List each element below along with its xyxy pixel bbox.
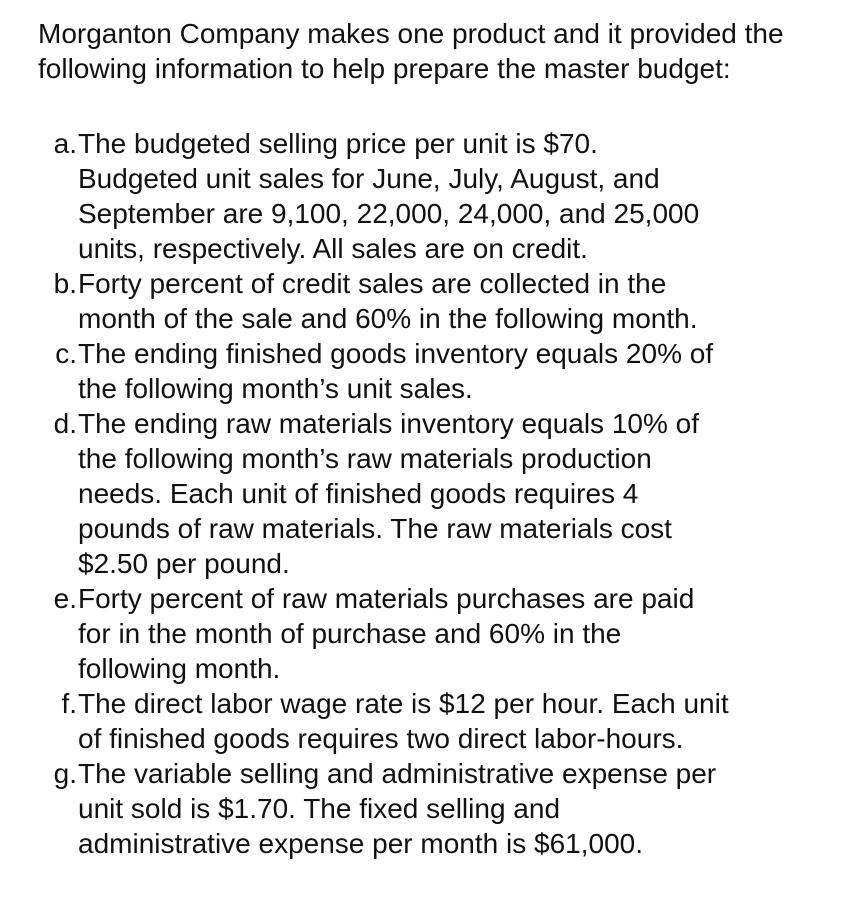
item-text xyxy=(78,126,813,266)
item-line: Budgeted unit sales for June, July, August, and xyxy=(78,163,660,194)
intro-paragraph: Morganton Company makes one product and it provided the following information to help prepare the master budget: xyxy=(38,18,784,84)
item-line: unit sold is $1.70. The fixed selling and xyxy=(78,793,561,824)
list-item-d xyxy=(38,406,838,581)
item-line: the following month’s raw materials production xyxy=(78,443,652,474)
item-letter: c. xyxy=(55,338,77,369)
item-text xyxy=(78,581,813,686)
item-line: following month. xyxy=(78,653,281,684)
list-item-f xyxy=(38,686,838,756)
item-text xyxy=(78,336,813,406)
document xyxy=(38,16,838,861)
item-letter: g. xyxy=(53,758,77,789)
item-line: $2.50 per pound. xyxy=(78,548,290,579)
item-line: pounds of raw materials. The raw materials cost xyxy=(78,513,672,544)
item-line: needs. Each unit of finished goods requires 4 xyxy=(78,478,639,509)
item-line: Forty percent of raw materials purchases are paid xyxy=(78,583,695,614)
list-item-b xyxy=(38,266,838,336)
item-text xyxy=(78,406,813,581)
item-line: The budgeted selling price per unit is $70. xyxy=(78,128,598,159)
item-line: administrative expense per month is $61,000. xyxy=(78,828,643,859)
item-line: The direct labor wage rate is $12 per hour. Each unit xyxy=(78,688,729,719)
list-item-a xyxy=(38,126,838,266)
item-line: the following month’s unit sales. xyxy=(78,373,473,404)
item-text xyxy=(78,756,813,861)
item-letter: e. xyxy=(53,583,77,614)
item-letter: f. xyxy=(61,688,77,719)
item-line: for in the month of purchase and 60% in the xyxy=(78,618,622,649)
item-line: The ending raw materials inventory equals 10% of xyxy=(78,408,700,439)
item-letter: b. xyxy=(53,268,77,299)
assumption-list xyxy=(38,126,838,861)
item-line: The variable selling and administrative expense per xyxy=(78,758,717,789)
item-letter: d. xyxy=(53,408,77,439)
item-line: Forty percent of credit sales are collected in the xyxy=(78,268,667,299)
list-item-c xyxy=(38,336,838,406)
item-text xyxy=(78,686,813,756)
item-line: units, respectively. All sales are on credit. xyxy=(78,233,588,264)
item-line: of finished goods requires two direct labor-hours. xyxy=(78,723,684,754)
item-line: month of the sale and 60% in the following month. xyxy=(78,303,698,334)
item-letter: a. xyxy=(53,128,77,159)
list-item-g xyxy=(38,756,838,861)
list-item-e xyxy=(38,581,838,686)
item-text xyxy=(78,266,813,336)
item-line: The ending finished goods inventory equals 20% of xyxy=(78,338,714,369)
item-line: September are 9,100, 22,000, 24,000, and 25,000 xyxy=(78,198,700,229)
